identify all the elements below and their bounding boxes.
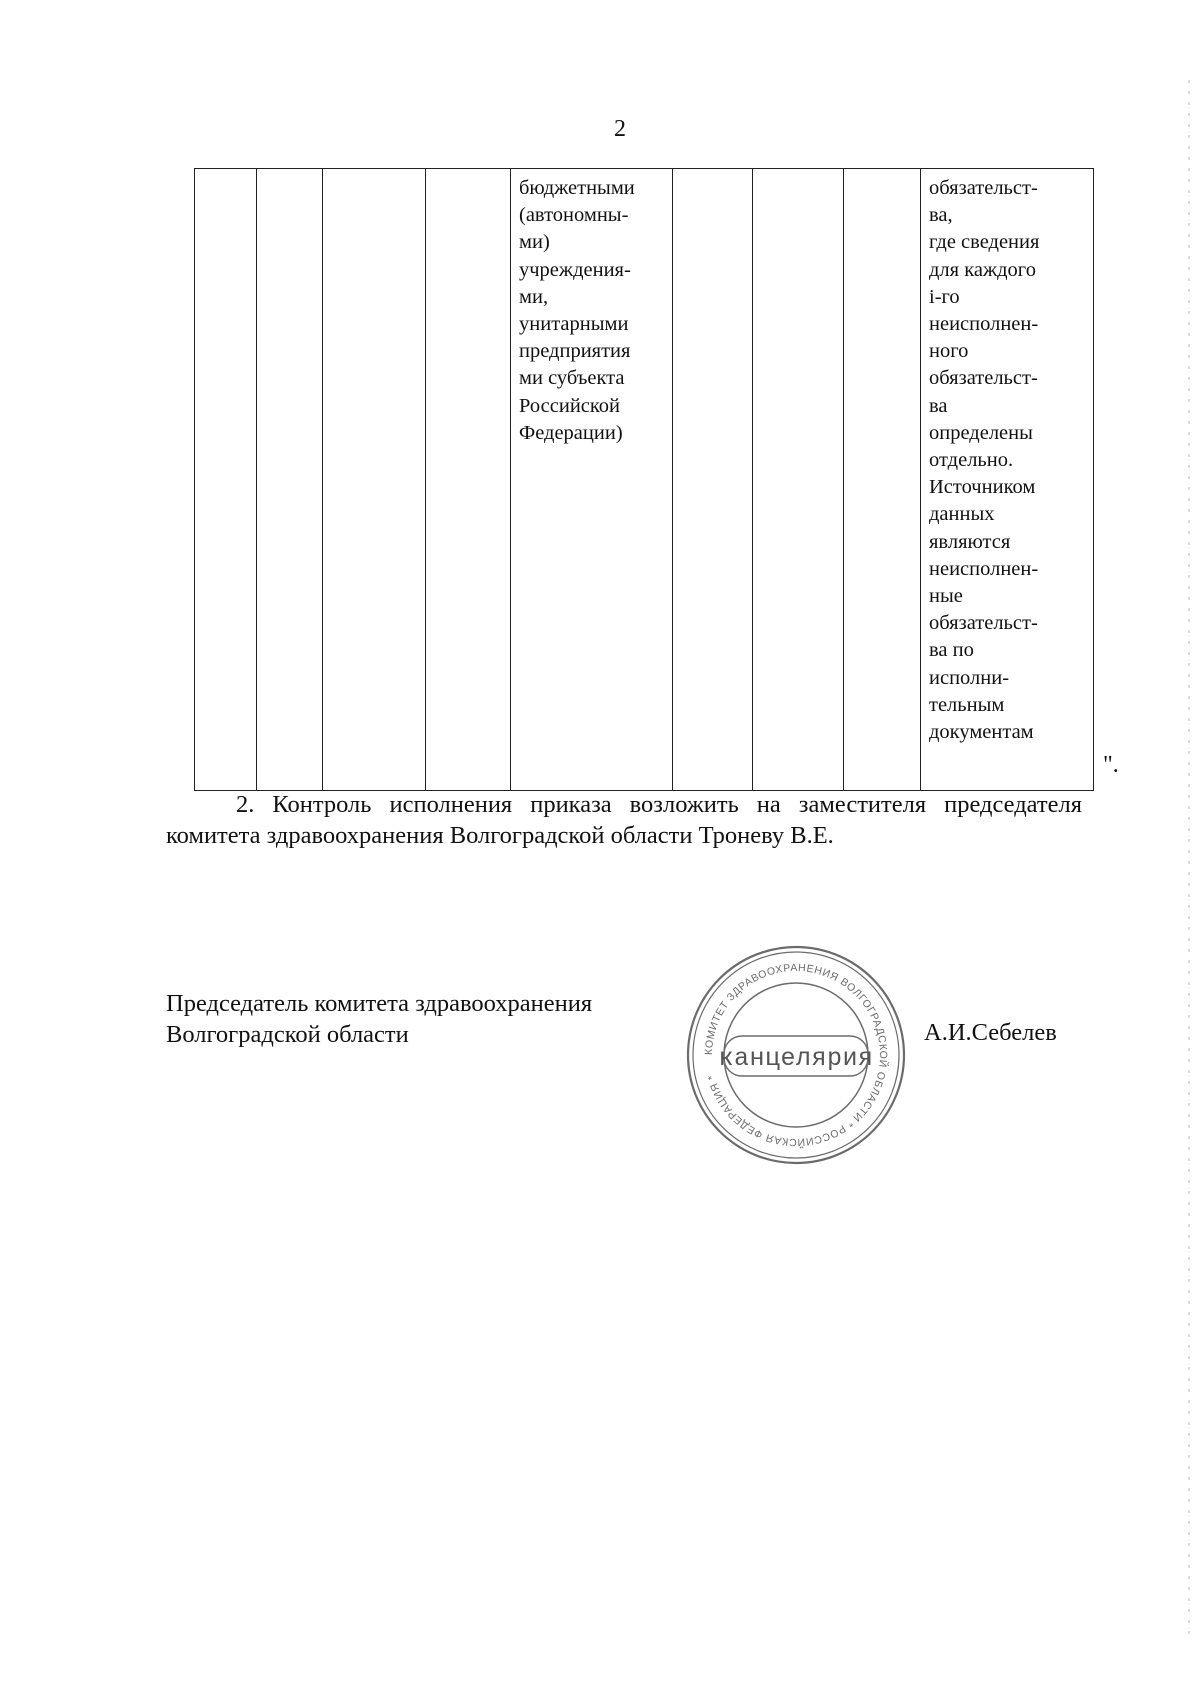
table-cell-3 xyxy=(323,169,426,791)
stamp-ring-textpath: КОМИТЕТ ЗДРАВООХРАНЕНИЯ ВОЛГОГРАДСКОЙ ОБЛАСТИ * РОССИЙСКАЯ ФЕДЕРАЦИЯ * xyxy=(702,961,890,1149)
signature-position xyxy=(166,988,592,1050)
stamp-center-text: канцелярия xyxy=(718,1044,874,1073)
paragraph-control: 2. Контроль исполнения приказа возложить на заместителя председателя комитета здравоохранения Волгоградской области Троневу В.Е. xyxy=(166,791,1082,849)
table-cell-2 xyxy=(257,169,323,791)
table-cell-4 xyxy=(426,169,511,791)
table-row xyxy=(195,169,1094,791)
page-number: 2 xyxy=(614,116,626,142)
continuation-table xyxy=(194,168,1094,791)
table-cell-8 xyxy=(844,169,921,791)
table-cell-obligation-text: обязательст- ва, где сведения для каждого i-го неисполнен- ного обязательст- ва определены отдельно. Источником данных являются неисполнен- ные обязательст- ва по исполни- тельным документам xyxy=(921,169,1094,791)
table-cell-entity-text: бюджетными (автономны- ми) учреждения- ми, унитарными предприятия ми субъекта Российской Федерации) xyxy=(511,169,673,791)
table-cell-1 xyxy=(195,169,257,791)
stamp-seal xyxy=(683,942,909,1168)
position-line-2: Волгоградской области xyxy=(166,1021,409,1048)
table-cell-6 xyxy=(673,169,753,791)
signer-name: А.И.Себелев xyxy=(924,1019,1057,1046)
position-line-1: Председатель комитета здравоохранения xyxy=(166,990,593,1017)
scan-edge-mark xyxy=(1188,80,1190,1640)
table-cell-7 xyxy=(753,169,844,791)
closing-quote: ". xyxy=(1103,752,1119,778)
